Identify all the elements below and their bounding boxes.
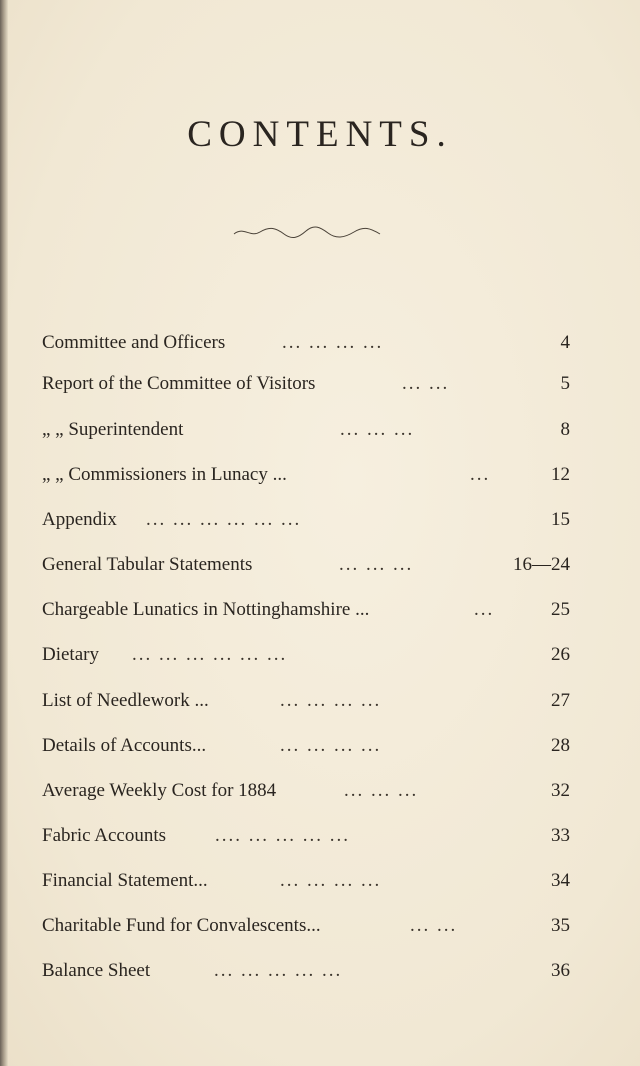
entry-label: „ „ Commissioners in Lunacy ... — [42, 464, 287, 485]
leader-dots: ... ... ... ... — [280, 735, 382, 756]
entry-label: Average Weekly Cost for 1884 — [42, 780, 277, 801]
entry-page: 15 — [551, 509, 570, 530]
entry-page: 26 — [551, 644, 570, 665]
entry-label: Details of Accounts... — [42, 735, 207, 756]
entry-label: Report of the Committee of Visitors — [42, 373, 316, 394]
toc-entry-needlework — [42, 686, 570, 716]
entry-page: 27 — [551, 690, 570, 711]
leader-dots: ... ... ... — [340, 419, 415, 440]
leader-dots: ... — [474, 599, 495, 620]
leader-dots: .... ... ... ... ... — [215, 825, 350, 846]
toc-entry-commissioners — [42, 460, 570, 490]
leader-dots: ... — [470, 464, 491, 485]
leader-dots: ... ... ... ... — [280, 690, 382, 711]
entry-label: List of Needlework ... — [42, 690, 209, 711]
toc-entry-fabric-accounts — [42, 821, 570, 851]
entry-label: Committee and Officers — [42, 332, 226, 353]
leader-dots: ... ... ... ... ... ... — [132, 644, 288, 665]
entry-label: Fabric Accounts — [42, 825, 167, 846]
entry-page: 4 — [560, 332, 570, 353]
entry-page: 34 — [551, 870, 570, 891]
entry-label: Dietary — [42, 644, 99, 665]
entry-label: Appendix — [42, 509, 117, 530]
toc-entry-charitable-fund — [42, 911, 570, 941]
leader-dots: ... ... ... ... — [280, 870, 382, 891]
toc-entry-report-visitors — [42, 369, 570, 399]
leader-dots: ... ... ... ... ... — [214, 960, 343, 981]
entry-label: Charitable Fund for Convalescents... — [42, 915, 321, 936]
entry-label: Chargeable Lunatics in Nottinghamshire ... — [42, 599, 370, 620]
toc-entry-appendix — [42, 505, 570, 535]
toc-entry-details-accounts — [42, 731, 570, 761]
entry-page: 12 — [551, 464, 570, 485]
entry-page: 28 — [551, 735, 570, 756]
toc-entry-committee — [42, 328, 570, 358]
entry-page: 32 — [551, 780, 570, 801]
entry-page: 5 — [560, 373, 570, 394]
toc-entry-average-weekly-cost — [42, 776, 570, 806]
entry-label: Financial Statement... — [42, 870, 208, 891]
leader-dots: ... ... ... ... ... ... — [146, 509, 302, 530]
leader-dots: ... ... — [410, 915, 458, 936]
entry-label: Balance Sheet — [42, 960, 151, 981]
entry-page: 33 — [551, 825, 570, 846]
entry-label: „ „ Superintendent — [42, 419, 184, 440]
leader-dots: ... ... ... — [339, 554, 414, 575]
page-title: CONTENTS. — [187, 113, 453, 155]
entry-page: 25 — [551, 599, 570, 620]
entry-page: 16—24 — [513, 554, 570, 575]
leader-dots: ... ... — [402, 373, 450, 394]
entry-page: 36 — [551, 960, 570, 981]
leader-dots: ... ... ... ... — [282, 332, 384, 353]
toc-entry-dietary — [42, 640, 570, 670]
toc-entry-chargeable-lunatics — [42, 595, 570, 625]
leader-dots: ... ... ... — [344, 780, 419, 801]
toc-entry-financial-statement — [42, 866, 570, 896]
toc-entry-general-tabular — [42, 550, 570, 580]
entry-page: 8 — [560, 419, 570, 440]
entry-page: 35 — [551, 915, 570, 936]
toc-entry-superintendent — [42, 415, 570, 445]
toc-entry-balance-sheet — [42, 956, 570, 986]
entry-label: General Tabular Statements — [42, 554, 253, 575]
